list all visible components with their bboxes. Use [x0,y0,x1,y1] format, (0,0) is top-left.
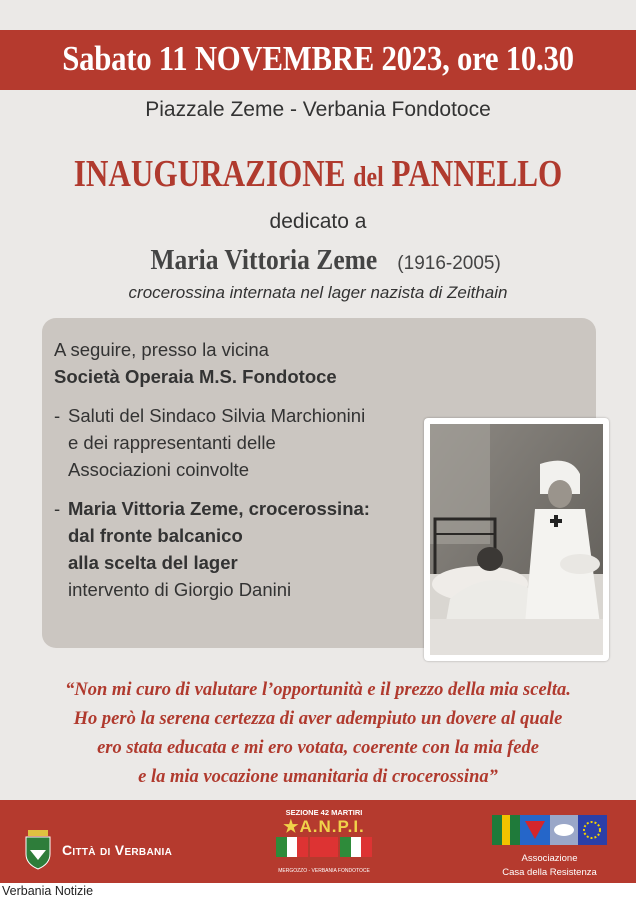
anpi-section: SEZIONE 42 MARTIRI [285,808,363,817]
association-flags-icon [492,815,607,845]
title-part-3: PANNELLO [391,153,563,195]
anpi-subtitle: MERGOZZO - VERBANIA FONDOTOCE [278,868,370,874]
program-text [54,336,414,603]
event-place: Piazzale Zeme - Verbania Fondotoce [145,98,491,121]
list-dash: - [54,405,61,426]
casa-resistenza-logo [492,815,607,878]
event-date: Sabato 11 NOVEMBRE 2023, ore 10.30 [62,39,574,78]
program-intro-1: A seguire, presso la vicina [54,339,269,360]
anpi-flags-icon [274,837,374,863]
program-item-1-line-2: e dei rappresentanti delle [68,432,276,453]
program-item-1-line-3: Associazioni coinvolte [68,459,249,480]
person-description: crocerossina internata nel lager nazista di Zeithain [128,283,508,302]
quote-text [0,676,636,792]
quote-line-4: e la mia vocazione umanitaria di crocerossina” [138,767,498,787]
city-crest-icon [22,830,54,870]
date-banner [0,30,636,90]
casa-line-2: Casa della Resistenza [502,867,597,878]
casa-line-1: Associazione [521,853,578,864]
source-caption: Verbania Notizie [2,884,94,898]
program-intro-2: Società Operaia M.S. Fondotoce [54,366,337,387]
event-title [57,152,579,196]
program-item-2-line-3: alla scelta del lager [68,552,238,573]
title-part-2: del [353,161,384,193]
program-item-2-line-1: Maria Vittoria Zeme, crocerossina: [68,498,370,519]
program-item-1 [54,402,414,483]
program-item-2 [54,495,414,603]
person-line [0,244,636,277]
anpi-word: ★A.N.P.I. [283,817,365,836]
historic-photo [424,418,609,661]
program-item-1-line-1: Saluti del Sindaco Silvia Marchionini [68,405,366,426]
quote-line-3: ero stata educata e mi ero votata, coerente con la mia fede [97,738,539,758]
person-name: Maria Vittoria Zeme [150,244,378,276]
city-name: Città di Verbania [62,842,173,858]
program-item-2-line-2: dal fronte balcanico [68,525,243,546]
quote-line-2: Ho però la serena certezza di aver adempiuto un dovere al quale [73,709,563,729]
city-logo [22,830,172,870]
anpi-logo [274,808,374,878]
dedicated-label: dedicato a [269,210,367,233]
list-dash: - [54,498,61,519]
quote-line-1: “Non mi curo di valutare l’opportunità e il prezzo della mia scelta. [65,680,571,700]
program-item-2-speaker: intervento di Giorgio Danini [68,579,292,600]
person-years: (1916-2005) [397,253,501,274]
title-part-1: INAUGURAZIONE [73,153,346,195]
